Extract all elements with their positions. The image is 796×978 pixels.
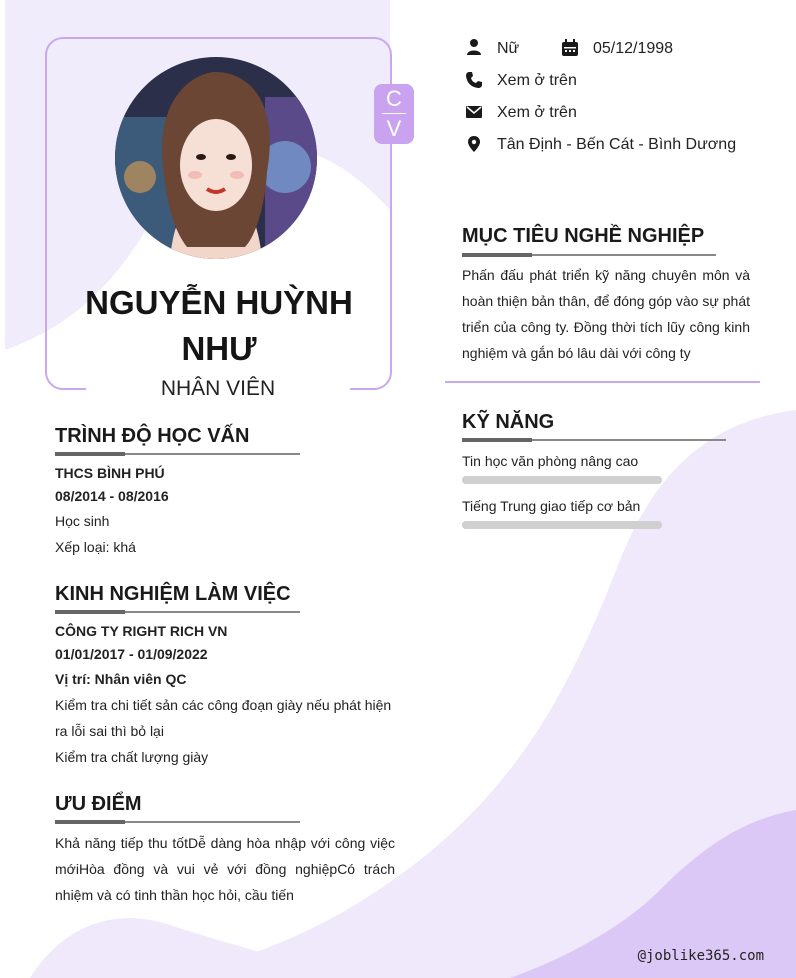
gender-value: Nữ [497, 40, 520, 57]
phone-icon [465, 71, 483, 89]
skill-level-bar [462, 476, 662, 484]
experience-duty: Kiểm tra chất lượng giày [55, 749, 209, 765]
calendar-icon [561, 39, 579, 57]
skills-title: KỸ NĂNG [462, 411, 555, 433]
education-underline [55, 453, 300, 455]
experience-duty: Kiểm tra chi tiết sản các công đoạn giày nếu phát hiện ra lỗi sai thì bỏ lại [55, 697, 392, 739]
avatar [115, 57, 317, 259]
education-period: 08/2014 - 08/2016 [55, 488, 169, 504]
objective-text: Phấn đấu phát triển kỹ năng chuyên môn và hoàn thiện bản thân, để đóng góp vào sự phát triển của công ty. Đồng thời tích lũy công kinh nghiệm và gắn bó lâu dài với công ty [462, 267, 750, 361]
strengths-title: ƯU ĐIỂM [55, 793, 142, 815]
location-pin-icon [465, 135, 483, 153]
footer-brand: @joblike365.com [637, 948, 764, 964]
education-school: THCS BÌNH PHÚ [55, 465, 165, 481]
cv-badge-letter-v: V [386, 116, 402, 141]
education-major: Học sinh [55, 513, 110, 529]
experience-period: 01/01/2017 - 01/09/2022 [55, 646, 208, 662]
skill-level-fill [462, 521, 662, 529]
experience-company: CÔNG TY RIGHT RICH VN [55, 623, 228, 639]
birthday-value: 05/12/1998 [593, 40, 674, 57]
right-divider [445, 381, 760, 383]
education-title: TRÌNH ĐỘ HỌC VẤN [55, 425, 250, 447]
phone-value: Xem ở trên [497, 72, 577, 89]
email-icon [465, 103, 483, 121]
strengths-text: Khả năng tiếp thu tốtDễ dàng hòa nhập với công việc mớiHòa đồng và vui vẻ với đồng nghiệpCó trách nhiệm và có tinh thần học hỏi, cầu tiến [55, 835, 395, 903]
education-grade: Xếp loại: khá [55, 539, 136, 555]
skill-name: Tiếng Trung giao tiếp cơ bản [462, 498, 641, 514]
experience-role: Vị trí: Nhân viên QC [55, 671, 187, 687]
objective-underline [462, 254, 716, 256]
candidate-position: NHÂN VIÊN [160, 377, 276, 400]
address-value: Tân Định - Bến Cát - Bình Dương [497, 136, 737, 153]
strengths-underline [55, 821, 300, 823]
email-value: Xem ở trên [497, 104, 577, 121]
user-icon [465, 38, 483, 56]
skills-underline [462, 439, 726, 441]
objective-title: MỤC TIÊU NGHỀ NGHIỆP [462, 225, 705, 247]
cv-badge [374, 84, 414, 144]
experience-underline [55, 611, 300, 613]
skill-name: Tin học văn phòng nâng cao [462, 453, 639, 469]
skill-level-bar [462, 521, 662, 529]
cv-badge-letter-c: C [386, 86, 402, 111]
skill-level-fill [462, 476, 662, 484]
experience-title: KINH NGHIỆM LÀM VIỆC [55, 583, 291, 605]
candidate-name: NGUYỄN HUỲNH NHƯ [85, 284, 353, 367]
avatar-photo [115, 57, 317, 259]
